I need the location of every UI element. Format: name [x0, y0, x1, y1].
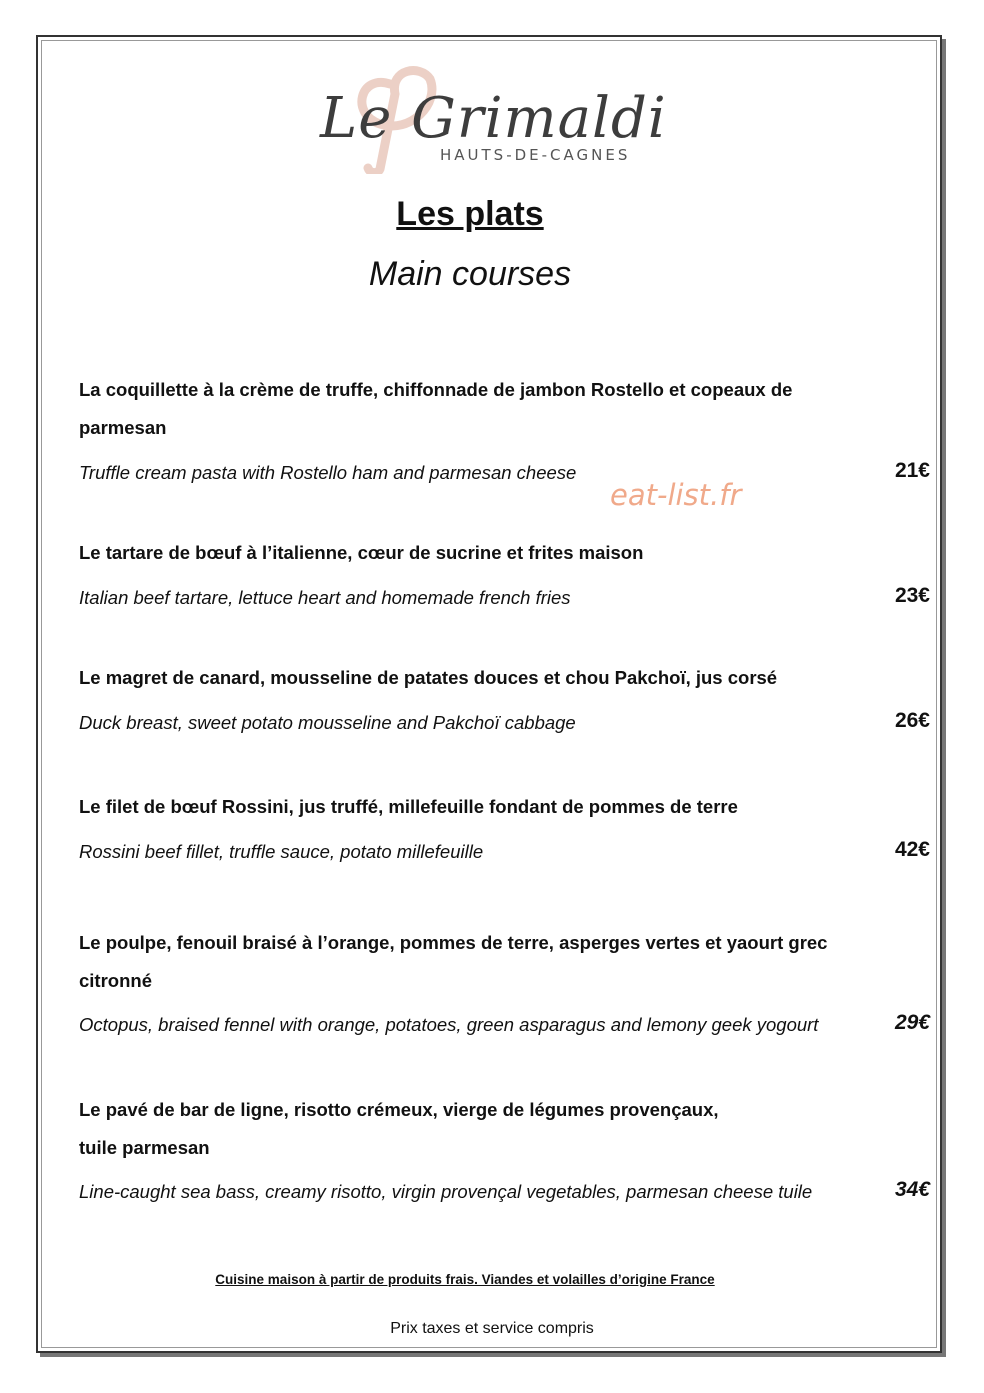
dish-price: 21€: [894, 459, 930, 482]
dish-name-french: La coquillette à la crème de truffe, chiffonnade de jambon Rostello et copeaux de parmesan: [79, 379, 793, 438]
dish-name-english: Octopus, braised fennel with orange, potatoes, green asparagus and lemony geek yogourt: [79, 1014, 819, 1035]
dish-price: 42€: [894, 838, 930, 861]
dish-name-english: Truffle cream pasta with Rostello ham and parmesan cheese: [79, 462, 577, 483]
dish-price: 29€: [894, 1011, 930, 1034]
dish-name-french: Le tartare de bœuf à l’italienne, cœur de sucrine et frites maison: [79, 542, 644, 563]
dish-name-french: Le filet de bœuf Rossini, jus truffé, millefeuille fondant de pommes de terre: [79, 796, 738, 817]
dish-price: 26€: [894, 709, 930, 732]
dish-name-english: Line-caught sea bass, creamy risotto, virgin provençal vegetables, parmesan cheese tuile: [79, 1181, 813, 1202]
dish-name-french: Le poulpe, fenouil braisé à l’orange, pommes de terre, asperges vertes et yaourt grec citronné: [79, 932, 828, 991]
restaurant-name: Le Grimaldi: [320, 86, 667, 151]
section-title-english: Main courses: [368, 255, 572, 293]
dish-price: 34€: [894, 1178, 930, 1201]
dish-name-english: Rossini beef fillet, truffle sauce, potato millefeuille: [79, 841, 484, 862]
restaurant-logo: [280, 62, 667, 172]
origin-note: Cuisine maison à partir de produits frais. Viandes et volailles d’origine France: [215, 1272, 715, 1287]
dish-name-english: Italian beef tartare, lettuce heart and homemade french fries: [79, 587, 571, 608]
dish-name-french-line1: Le pavé de bar de ligne, risotto crémeux, vierge de légumes provençaux,: [79, 1099, 719, 1120]
dish-name-french: Le magret de canard, mousseline de patates douces et chou Pakchoï, jus corsé: [79, 667, 778, 688]
dish-name-english: Duck breast, sweet potato mousseline and Pakchoï cabbage: [79, 712, 576, 733]
tax-note: Prix taxes et service compris: [390, 1320, 594, 1337]
dish-name-french-line2: tuile parmesan: [79, 1137, 210, 1158]
dish-price: 23€: [894, 584, 930, 607]
section-title-french: Les plats: [396, 195, 544, 233]
restaurant-location: HAUTS-DE-CAGNES: [440, 146, 631, 164]
watermark: eat-list.fr: [610, 478, 742, 512]
